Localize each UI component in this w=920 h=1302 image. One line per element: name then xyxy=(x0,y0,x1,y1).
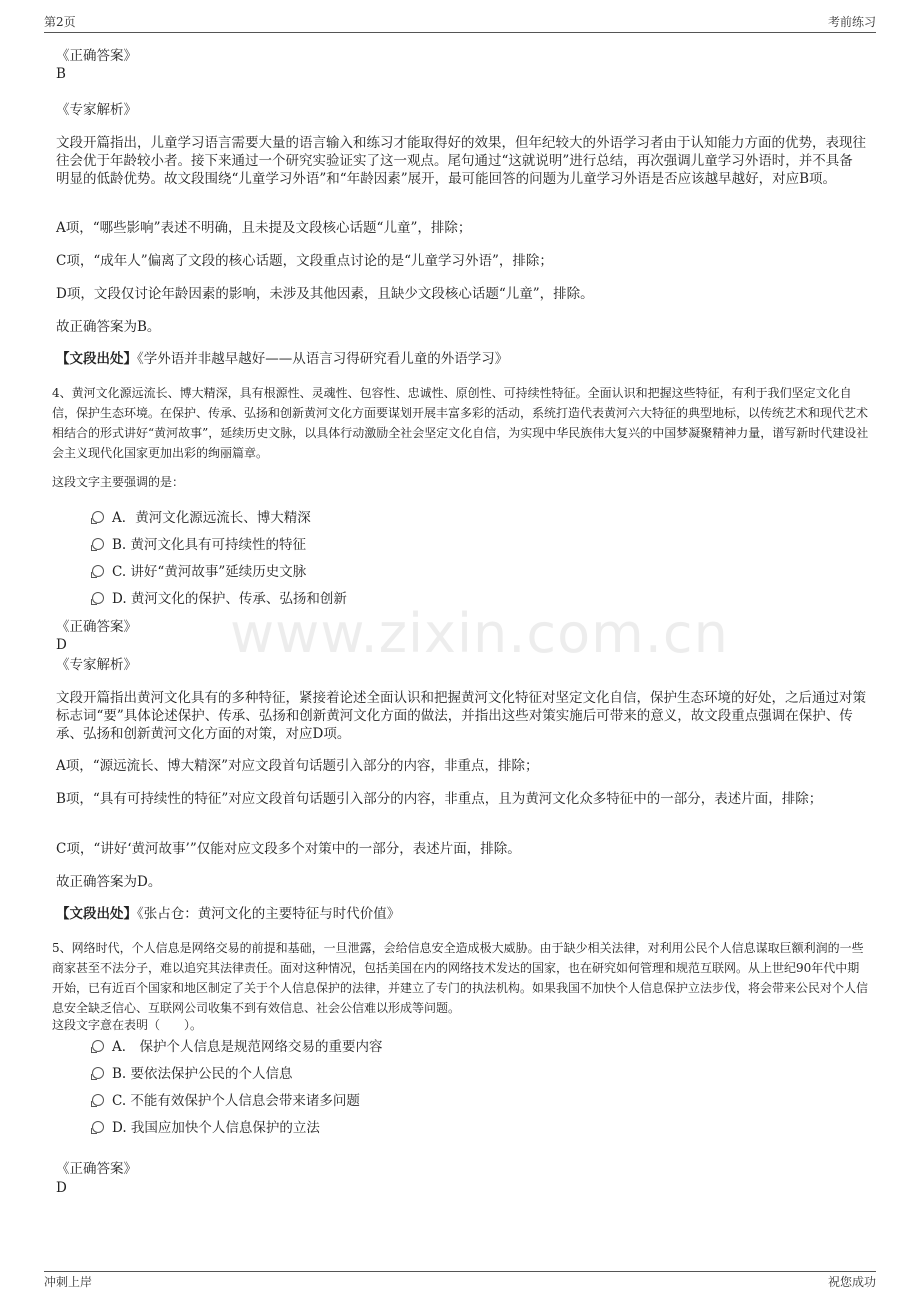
q3-analysis-option-c: C项，“成年人”偏离了文段的核心话题，文段重点讨论的是“儿童学习外语”，排除； xyxy=(56,253,553,269)
radio-icon[interactable] xyxy=(92,1067,104,1079)
q4-analysis-option-c: C项，“讲好‘黄河故事’”仅能对应文段多个对策中的一部分，表述片面，排除。 xyxy=(56,841,521,857)
q4-option-d[interactable]: D. 黄河文化的保护、传承、弘扬和创新 xyxy=(92,590,347,608)
header-title: 考前练习 xyxy=(827,15,876,29)
q5-prompt: 这段文字意在表明（ ）。 xyxy=(52,1018,203,1032)
q4-prompt: 这段文字主要强调的是： xyxy=(52,475,185,489)
radio-icon[interactable] xyxy=(92,1094,104,1106)
q3-answer-label: 《正确答案》 xyxy=(56,48,137,64)
radio-icon[interactable] xyxy=(92,592,104,604)
q4-option-c[interactable]: C. 讲好“黄河故事”延续历史文脉 xyxy=(92,563,306,581)
source-label: 【文段出处】 xyxy=(56,351,137,367)
q4-option-a[interactable]: A．黄河文化源远流长、博大精深 xyxy=(92,509,311,527)
q3-answer: B xyxy=(56,66,66,82)
q5-stem: 5、网络时代，个人信息是网络交易的前提和基础，一旦泄露，会给信息安全造成极大威胁。由于缺少相关法律，对利用公民个人信息谋取巨额利润的一些商家甚至不法分子，难以追究其法律责任。面对这种情况，包括美国在内的网络技术发达的国家，也在研究如何管理和规范互联网。从上世纪90年代中期开始，已有近百个国家和地区制定了关于个人信息保护的法律，并建立了专门的执法机构。如果我国不加快个人信息保护立法步伐，将会带来公民对个人信息安全缺乏信心、互联网公司收集不到有效信息、社会公信难以形成等问题。 xyxy=(52,941,869,1015)
source-title: 《学外语并非越早越好——从语言习得研究看儿童的外语学习》 xyxy=(137,351,509,367)
radio-icon[interactable] xyxy=(92,565,104,577)
radio-icon[interactable] xyxy=(92,511,104,523)
radio-icon[interactable] xyxy=(92,1040,104,1052)
q3-source xyxy=(56,350,866,368)
q4-option-b[interactable]: B. 黄河文化具有可持续性的特征 xyxy=(92,536,306,554)
q4-stem: 4、黄河文化源远流长、博大精深，具有根源性、灵魂性、包容性、忠诚性、原创性、可持续性特征。全面认识和把握这些特征，有利于我们坚定文化自信，保护生态环境。在保护、传承、弘扬和创新黄河文化方面要谋划开展丰富多彩的活动，系统打造代表黄河六大特征的典型地标，以传统艺术和现代艺术相结合的形式讲好“黄河故事”，延续历史文脉，以具体行动激励全社会坚定文化自信，为实现中华民族伟大复兴的中国梦凝聚精神力量，谱写新时代建设社会主义现代化国家更加出彩的绚丽篇章。 xyxy=(52,386,869,460)
q3-conclusion: 故正确答案为B。 xyxy=(56,319,161,335)
q3-analysis-label: 《专家解析》 xyxy=(56,102,137,118)
q5-option-b[interactable]: B. 要依法保护公民的个人信息 xyxy=(92,1065,293,1083)
q4-conclusion: 故正确答案为D。 xyxy=(56,874,162,890)
q4-analysis-option-b: B项，“具有可持续性的特征”对应文段首句话题引入部分的内容，非重点，且为黄河文化众多特征中的一部分，表述片面，排除； xyxy=(56,791,823,807)
q5-answer: D xyxy=(56,1180,67,1196)
q3-analysis-paragraph: 文段开篇指出，儿童学习语言需要大量的语言输入和练习才能取得好的效果，但年纪较大的外语学习者由于认知能力方面的优势，表现往往会优于年龄较小者。接下来通过一个研究实验证实了这一观点。尾句通过“这就说明”进行总结，再次强调儿童学习外语时，并不具备明显的低龄优势。故文段围绕“儿童学习外语”和“年龄因素”展开，最可能回答的问题为儿童学习外语是否应该越早越好，对应B项。 xyxy=(56,135,866,187)
q4-answer-label: 《正确答案》 xyxy=(56,619,137,635)
q3-analysis-option-a: A项，“哪些影响”表述不明确，且未提及文段核心话题“儿童”，排除； xyxy=(56,220,472,236)
q5-answer-label: 《正确答案》 xyxy=(56,1161,137,1177)
page-number: 第2页 xyxy=(44,15,76,29)
source-title: 《张占仓：黄河文化的主要特征与时代价值》 xyxy=(137,906,401,922)
source-label: 【文段出处】 xyxy=(56,906,137,922)
q4-analysis-paragraph: 文段开篇指出黄河文化具有的多种特征，紧接着论述全面认识和把握黄河文化特征对坚定文化自信，保护生态环境的好处，之后通过对策标志词“要”具体论述保护、传承、弘扬和创新黄河文化方面的做法，并指出这些对策实施后可带来的意义，故文段重点强调在保护、传承、弘扬和创新黄河文化方面的对策，对应D项。 xyxy=(56,690,866,742)
q4-analysis-option-a: A项，“源远流长、博大精深”对应文段首句话题引入部分的内容，非重点，排除； xyxy=(56,758,539,774)
page-header xyxy=(44,14,876,33)
footer-left: 冲刺上岸 xyxy=(44,1275,93,1289)
q5-option-a[interactable]: A． 保护个人信息是规范网络交易的重要内容 xyxy=(92,1038,383,1056)
footer-right: 祝您成功 xyxy=(827,1275,876,1289)
q4-source xyxy=(56,905,866,923)
q4-analysis-label: 《专家解析》 xyxy=(56,657,137,673)
q5-option-c[interactable]: C. 不能有效保护个人信息会带来诸多问题 xyxy=(92,1092,360,1110)
radio-icon[interactable] xyxy=(92,1121,104,1133)
watermark: www.zixin.com.cn xyxy=(230,602,729,665)
page-footer xyxy=(44,1271,876,1292)
q5-option-d[interactable]: D. 我国应加快个人信息保护的立法 xyxy=(92,1119,320,1137)
q3-analysis-option-d: D项，文段仅讨论年龄因素的影响，未涉及其他因素，且缺少文段核心话题“儿童”，排除。 xyxy=(56,286,594,302)
radio-icon[interactable] xyxy=(92,538,104,550)
q4-answer: D xyxy=(56,637,67,653)
